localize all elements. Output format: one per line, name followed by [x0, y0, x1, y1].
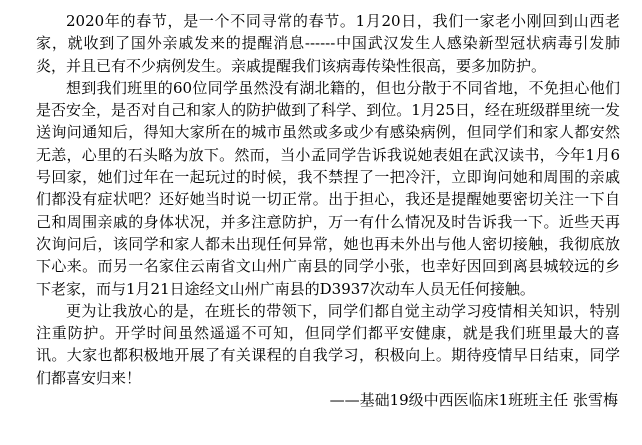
- paragraph-3: 更为让我放心的是，在班长的带领下，同学们都自觉主动学习疫情相关知识，特别注重防护。开学时间虽然遥遥不可知，但同学们都平安健康，就是我们班里最大的喜讯。大家也都积极地开展了有关课程的自我学习，积极向上。期待疫情早日结束，同学们都喜安归来！: [36, 301, 620, 387]
- document-body: [36, 10, 620, 411]
- paragraph-2: 想到我们班里的60位同学虽然没有湖北籍的，但也分散于不同省地，不免担心他们是否安全，是否对自己和家人的防护做到了科学、到位。1月25日，经在班级群里统一发送询问通知后，得知大家所在的城市虽然或多或少有感染病例，但同学们和家人都安然无恙，心里的石头略为放下。然而，当小孟同学告诉我说她表姐在武汉读书，今年1月6号回家，她们过年在一起玩过的时候，我不禁捏了一把冷汗，立即询问她和周围的亲戚们都没有症状吧？还好她当时说一切正常。出于担心，我还是提醒她要密切关注一下自己和周围亲戚的身体状况，并多注意防护，万一有什么情况及时告诉我一下。近些天再次询问后，该同学和家人都未出现任何异常，她也再未外出与他人密切接触，我彻底放下心来。而另一名家住云南省文山州广南县的同学小张，也幸好因回到离县城较远的乡下老家，而与1月21日途经文山州广南县的D3937次动车人员无任何接触。: [36, 78, 620, 298]
- paragraph-1: 2020年的春节，是一个不同寻常的春节。1月20日，我们一家老小刚回到山西老家，就收到了国外亲戚发来的提醒消息------中国武汉发生人感染新型冠状病毒引发肺炎，并且已有不少病例发生。亲戚提醒我们该病毒传染性很高，要多加防护。: [36, 12, 620, 75]
- signature-line: ——基础19级中西医临床1班班主任 张雪梅: [329, 391, 618, 410]
